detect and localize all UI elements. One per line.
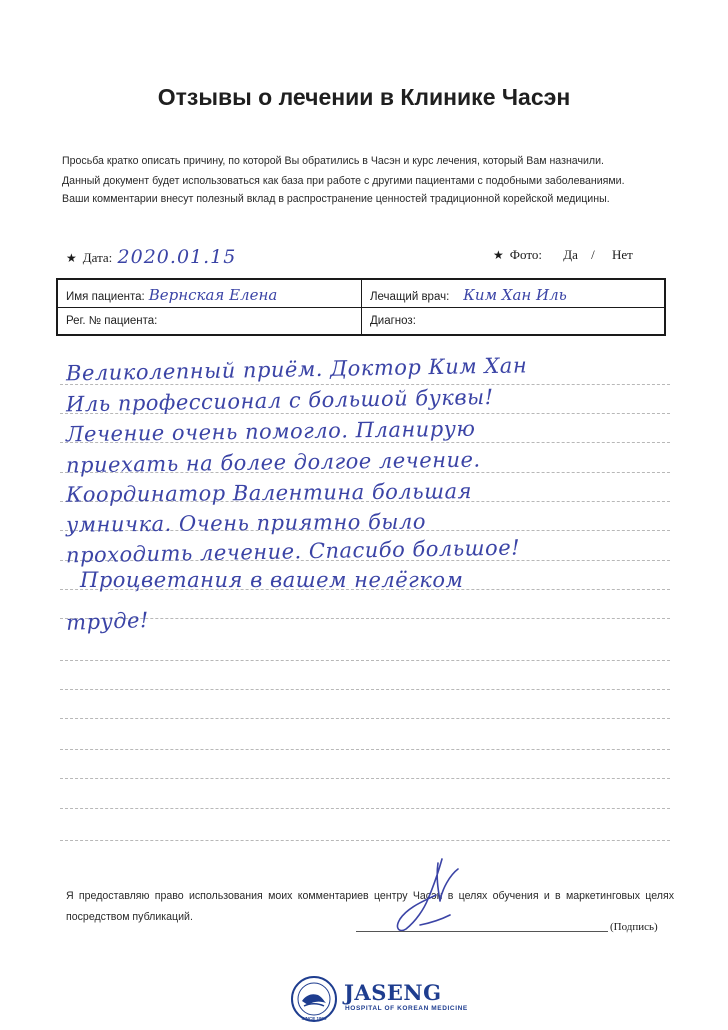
brand-name: JASENG — [344, 980, 442, 1005]
photo-label: Фото: — [509, 247, 542, 262]
diagnosis-label: Диагноз: — [370, 315, 416, 327]
intro-line-3: Ваши комментарии внесут полезный вклад в распространение ценностей традиционной корейской медицины. — [62, 193, 610, 205]
photo-field — [493, 247, 633, 263]
signature-label: (Подпись) — [610, 921, 658, 933]
ruled-line — [60, 840, 670, 841]
ruled-line — [60, 749, 670, 750]
review-line-1: Великолепный приём. Доктор Ким Хан — [65, 353, 528, 386]
review-line-7: проходить лечение. Спасибо большое! — [65, 535, 521, 568]
ruled-line — [60, 718, 670, 719]
diagnosis-cell — [370, 315, 416, 327]
brand-subtitle: HOSPITAL OF KOREAN MEDICINE — [345, 1005, 468, 1012]
date-value: 2020.01.15 — [117, 246, 237, 268]
ruled-line — [60, 660, 670, 661]
doctor-label: Лечащий врач: — [370, 291, 450, 303]
reg-number-cell — [66, 315, 157, 327]
review-line-6: умничка. Очень приятно было — [65, 509, 427, 537]
signature-icon — [380, 855, 480, 935]
review-line-4: приехать на более долгое лечение. — [65, 447, 481, 478]
doctor-cell — [370, 286, 567, 304]
page-title: Отзывы о лечении в Клинике Часэн — [157, 84, 571, 110]
photo-option-no: Нет — [612, 247, 633, 262]
review-line-5: Координатор Валентина большая — [65, 479, 473, 507]
photo-separator: / — [591, 247, 595, 262]
patient-name-cell — [66, 286, 277, 304]
intro-line-1: Просьба кратко описать причину, по которой Вы обратились в Часэн и курс лечения, который Вам назначили. — [62, 155, 604, 167]
ruled-line — [60, 689, 670, 690]
intro-line-2: Данный документ будет использоваться как база при работе с другими пациентами с подобными заболеваниями. — [62, 175, 625, 187]
star-icon: ★ — [493, 248, 504, 262]
date-label: Дата: — [82, 250, 113, 265]
ruled-line — [60, 808, 670, 809]
photo-option-yes: Да — [563, 247, 578, 262]
review-line-3: Лечение очень помогло. Планирую — [65, 416, 476, 447]
date-field — [66, 245, 236, 267]
reg-number-label: Рег. № пациента: — [66, 315, 158, 327]
signature-line — [356, 931, 608, 932]
patient-name-value: Вернская Елена — [148, 286, 278, 304]
star-icon: ★ — [66, 251, 77, 265]
patient-name-label: Имя пациента: — [66, 291, 145, 303]
ruled-line — [60, 778, 670, 779]
jaseng-logo-icon — [290, 975, 338, 1023]
table-divider — [58, 307, 664, 308]
logo-since-text: SINCE 1990 — [301, 1016, 327, 1021]
review-line-8: Процветания в вашем нелёгком — [80, 568, 464, 592]
review-line-9: труде! — [65, 607, 150, 635]
doctor-value: Ким Хан Иль — [463, 286, 567, 304]
review-line-2: Иль профессионал с большой буквы! — [65, 384, 494, 417]
consent-text: Я предоставляю право использования моих комментариев центру Часэн в целях обучения и в маркетинговых целях посредством публикаций. — [66, 890, 674, 923]
patient-info-table — [56, 278, 666, 336]
